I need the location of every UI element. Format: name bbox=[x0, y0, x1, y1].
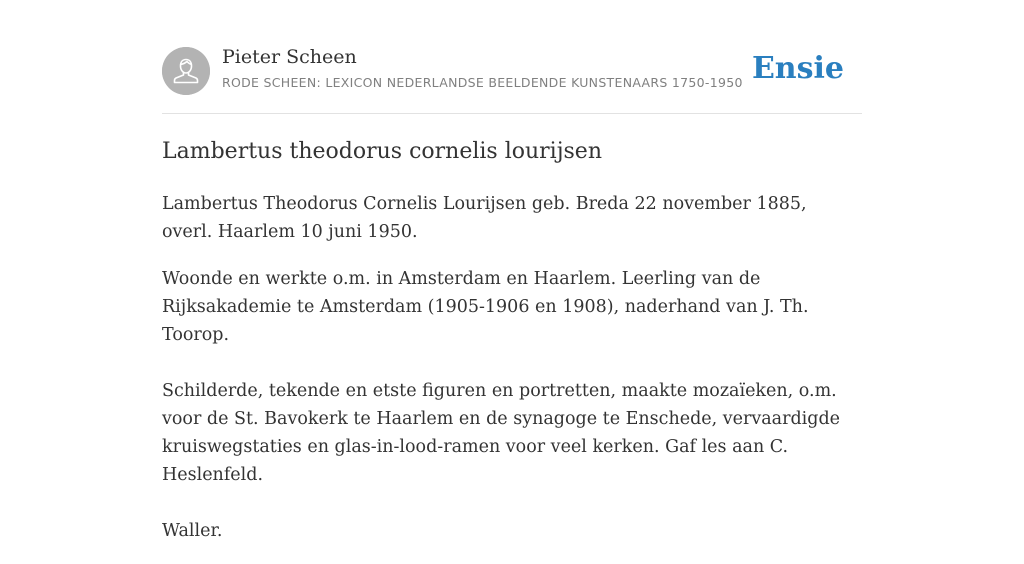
paragraph-education: Woonde en werkte o.m. in Amsterdam en Haarlem. Leerling van de Rijksakademie te Amsterdam (1905-1906 en 1908), naderhand van J. Th. Toorop. bbox=[162, 269, 809, 345]
user-icon bbox=[162, 47, 210, 95]
article-title: Lambertus theodorus cornelis lourijsen bbox=[162, 139, 602, 164]
paragraph-reference: Waller. bbox=[162, 521, 223, 541]
header-divider bbox=[162, 113, 862, 114]
entry-container bbox=[162, 46, 862, 541]
entry-header bbox=[162, 46, 862, 96]
article-body bbox=[162, 190, 862, 564]
paragraph-birth-death: Lambertus Theodorus Cornelis Lourijsen geb. Breda 22 november 1885, overl. Haarlem 10 juni 1950. bbox=[162, 194, 807, 242]
author-name[interactable]: Pieter Scheen bbox=[222, 46, 357, 68]
source-title[interactable]: RODE SCHEEN: LEXICON NEDERLANDSE BEELDENDE KUNSTENAARS 1750-1950 bbox=[222, 75, 743, 90]
author-avatar[interactable] bbox=[162, 47, 210, 95]
paragraph-works: Schilderde, tekende en etste figuren en portretten, maakte mozaïeken, o.m. voor de St. Bavokerk te Haarlem en de synagoge te Enschede, vervaardigde kruiswegstaties en glas-in-lood-ramen voor veel kerken. Gaf les aan C. Heslenfeld. bbox=[162, 381, 841, 485]
ensie-logo[interactable]: Ensie bbox=[751, 51, 844, 86]
